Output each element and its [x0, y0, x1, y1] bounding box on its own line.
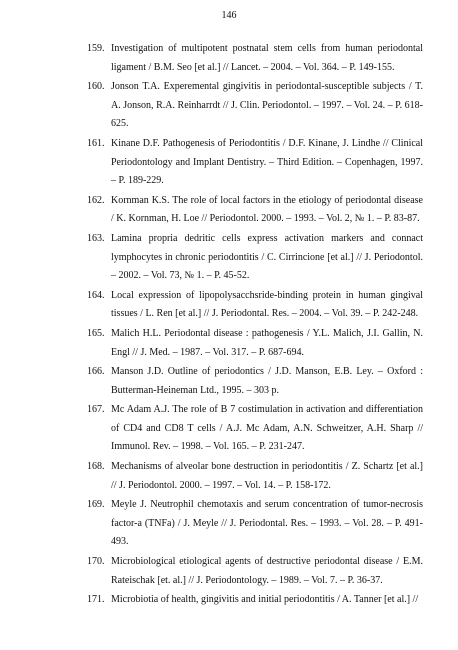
- reference-item-165: [87, 325, 423, 362]
- reference-text: Kinane D.F. Pathogenesis of Periodontitis / D.F. Kinane, J. Lindhe // Clinical Periodontology and Implant Dentistry. – Third Edition. – Copenhagen, 1997. – P. 189-229.: [111, 137, 423, 187]
- reference-text: Mechanisms of alveolar bone destruction in periodontitis / Z. Schartz [et al.] // J. Periodontol. 2000. – 1997. – Vol. 14. – P. 158-172.: [111, 461, 423, 491]
- reference-number: 167.: [87, 404, 105, 416]
- reference-item-171: [87, 591, 423, 610]
- reference-text: Local expression of lipopolysacchsride-binding protein in human gingival tissues / L. Ren [et al.] // J. Periodontal. Res. – 2004. – Vol. 39. – P. 242-248.: [111, 289, 423, 320]
- page-number: 146: [221, 10, 237, 21]
- reference-item-159: [87, 40, 423, 77]
- reference-number: 161.: [87, 137, 105, 149]
- reference-text: Microbiotia of health, gingivitis and initial periodontitis / A. Tanner [et al.] //: [111, 594, 419, 606]
- reference-text: Lamina propria dedritic cells express activation markers and connact lymphocytes in chronic periodontitis / C. Cirrincione [et al.] // J. Periodontol. – 2002. – Vol. 73, № 1. – P. 45-52.: [111, 232, 423, 282]
- reference-item-170: [87, 553, 423, 590]
- reference-text: Microbiological etiological agents of destructive periodontal disease / E.M. Rateischak [et. al.] // J. Periodontology. – 1989. – Vol. 7. – P. 36-37.: [111, 556, 423, 586]
- reference-text: Kornman K.S. The role of local factors in the etiology of periodontal disease / K. Kornman, H. Loe // Periodontol. 2000. – 1993. – Vol. 2, № 1. – P. 83-87.: [111, 194, 423, 225]
- reference-text: Malich H.L. Periodontal disease : pathogenesis / Y.L. Malich, J.I. Gallin, N. Engl // J. Med. – 1987. – Vol. 317. – P. 687-694.: [111, 327, 423, 358]
- reference-number: 160.: [87, 81, 105, 93]
- reference-text: Jonson T.A. Experemental gingivitis in periodontal-susceptible subjects / T. A. Jonson, R.A. Reinharrdt // J. Clin. Periodontol. – 1997. – Vol. 24. – P. 618-625.: [111, 81, 423, 130]
- reference-text: Mc Adam A.J. The role of B 7 costimulation in activation and differentiation of CD4 and CD8 T cells / A.J. Mc Adam, A.N. Schweitzer, A.H. Sharp // Immunol. Rev. – 1998. – Vol. 165. – P. 231-247.: [111, 404, 423, 453]
- reference-text: Meyle J. Neutrophil chemotaxis and serum concentration of tumor-necrosis factor-a (TNFa) / J. Meyle // J. Periodontal. Res. – 1993. – Vol. 28. – P. 491-493.: [111, 499, 423, 548]
- reference-number: 162.: [87, 194, 105, 206]
- reference-number: 165.: [87, 327, 105, 339]
- reference-item-160: [87, 78, 423, 134]
- reference-number: 164.: [87, 289, 105, 301]
- reference-item-162: [87, 192, 423, 229]
- reference-number: 163.: [87, 232, 105, 244]
- reference-item-163: [87, 230, 423, 286]
- reference-number: 168.: [87, 461, 105, 473]
- reference-item-164: [87, 287, 423, 324]
- reference-item-166: [87, 363, 423, 400]
- reference-number: 159.: [87, 43, 105, 54]
- reference-item-167: [87, 401, 423, 457]
- reference-list: [87, 40, 423, 611]
- reference-text: Investigation of multipotent postnatal stem cells from human periodontal ligament / B.M. Seo [et al.] // Lancet. – 2004. – Vol. 364. – P. 149-155.: [111, 43, 423, 73]
- reference-item-169: [87, 496, 423, 552]
- reference-number: 171.: [87, 594, 105, 606]
- reference-number: 166.: [87, 366, 105, 378]
- reference-number: 169.: [87, 499, 105, 511]
- reference-text: Manson J.D. Outline of periodontics / J.D. Manson, E.B. Ley. – Oxford : Butterman-Heineman Ltd., 1995. – 303 p.: [111, 366, 423, 396]
- reference-item-161: [87, 135, 423, 191]
- reference-number: 170.: [87, 556, 105, 568]
- reference-item-168: [87, 458, 423, 495]
